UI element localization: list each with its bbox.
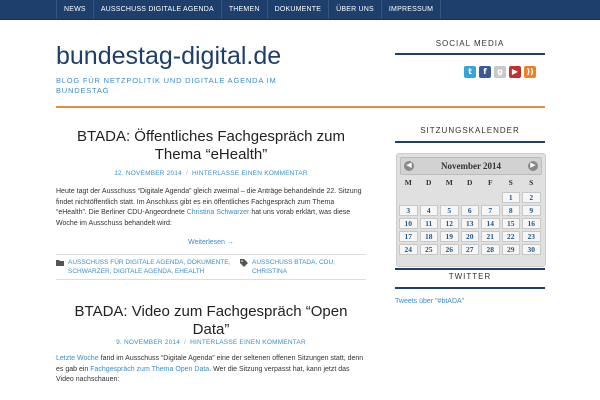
calendar-day[interactable]: 23 [522,231,541,242]
youtube-icon[interactable]: ▶ [509,66,521,78]
post-date[interactable]: 9. NOVEMBER 2014 [116,339,181,346]
letzte-woche-link[interactable]: Letzte Woche [56,355,99,362]
weekday-header [399,176,543,190]
post-title[interactable]: BTADA: Video zum Fachgespräch “Open Data” [74,303,348,338]
weekday-label: S [508,178,513,187]
calendar-empty-cell [420,192,439,203]
calendar-day[interactable]: 9 [522,205,541,216]
calendar-day[interactable]: 29 [502,244,521,255]
calendar-day[interactable]: 11 [420,218,439,229]
site-description: BLOG FÜR NETZPOLITIK UND DIGITALE AGENDA IM BUNDESTAG [56,76,277,95]
calendar-day[interactable]: 12 [440,218,459,229]
calendar-month: November 2014 [440,161,502,171]
calendar-day[interactable]: 18 [420,231,439,242]
tag-icon [240,259,248,267]
fachgespraech-link[interactable]: Fachgespräch zum Thema Open Data [90,365,210,373]
calendar-day[interactable]: 1 [502,192,521,203]
calendar-grid [399,176,543,257]
post-excerpt [56,354,366,386]
calendar-week [399,231,543,242]
calendar-day[interactable]: 8 [502,205,521,216]
twitter-feed-link[interactable]: Tweets über "#btADA" [395,298,465,305]
calendar-title: SITZUNGSKALENDER [420,126,520,135]
tag-links[interactable]: AUSSCHUSS BTADA, CDU, CHRISTINA [252,259,335,275]
post-meta [56,170,366,177]
post-footer [56,254,366,280]
nav-item-ueber-uns[interactable]: ÜBER UNS [328,0,381,19]
twitter-icon[interactable]: t [464,66,476,78]
calendar-day[interactable]: 22 [502,231,521,242]
post-excerpt [56,187,366,229]
weekday-label: D [467,178,473,187]
twitter-rule [395,287,545,289]
social-media-title: SOCIAL MEDIA [435,39,505,48]
weekday-label: M [404,178,412,187]
excerpt-text-end: . Wer die Sitzung verpasst hat, kann jetzt das Video nachschauen: [56,365,350,383]
comment-link[interactable]: HINTERLASSE EINEN KOMMENTAR [191,170,308,177]
post-categories [56,255,240,279]
calendar-day[interactable]: 30 [522,244,541,255]
social-media-rule [395,53,545,55]
session-calendar [396,153,546,267]
calendar-empty-cell [461,192,480,203]
post-date[interactable]: 12. NOVEMBER 2014 [114,170,182,177]
read-more-link[interactable]: Weiterlesen → [188,239,234,246]
calendar-day[interactable]: 24 [399,244,418,255]
calendar-day[interactable]: 25 [420,244,439,255]
excerpt-text: Heute tagt der Ausschuss “Digitale Agenda” gleich zweimal – die Anträge behandelnde 22. Sitzung findet nichtöffentlich statt. Im Anschluss gibt es ein öffentliches Fachgespräch zum Thema “eHealth”. Die Berliner CDU-Angeordnete [56,188,362,216]
top-navigation [0,0,600,20]
prev-month-button[interactable]: ◀ [404,161,414,171]
top-nav-menu [56,0,441,19]
calendar-day[interactable]: 27 [461,244,480,255]
post-meta [56,339,366,346]
christina-schwarzer-link[interactable]: Christina Schwarzer [186,209,250,216]
calendar-day[interactable]: 5 [440,205,459,216]
post-ehealth [56,128,366,246]
calendar-day[interactable]: 17 [399,231,418,242]
calendar-day[interactable]: 21 [481,231,500,242]
calendar-week [399,218,543,229]
calendar-empty-cell [399,192,418,203]
weekday-label: D [426,178,432,187]
calendar-day[interactable]: 4 [420,205,439,216]
calendar-day[interactable]: 28 [481,244,500,255]
facebook-icon[interactable]: f [479,66,491,78]
calendar-day[interactable]: 2 [522,192,541,203]
nav-item-themen[interactable]: THEMEN [221,0,267,19]
calendar-week [399,244,543,255]
calendar-day[interactable]: 13 [461,218,480,229]
social-icons [464,66,536,78]
calendar-day[interactable]: 20 [461,231,480,242]
nav-item-news[interactable]: NEWS [56,0,93,19]
calendar-week [399,205,543,216]
rss-icon[interactable]: )) [524,66,536,78]
comment-link[interactable]: HINTERLASSE EINEN KOMMENTAR [190,339,306,346]
nav-item-dokumente[interactable]: DOKUMENTE [267,0,329,19]
category-links[interactable]: AUSSCHUSS FÜR DIGITALE AGENDA, DOKUMENTE, SCHWARZER, DIGITALE AGENDA, EHEALTH [68,259,231,275]
folder-icon [56,259,64,267]
google-plus-icon[interactable]: g [494,66,506,78]
post-open-data [56,303,366,386]
meta-separator: / [185,170,188,177]
calendar-day[interactable]: 3 [399,205,418,216]
nav-item-impressum[interactable]: IMPRESSUM [381,0,441,19]
calendar-rule [395,141,545,143]
calendar-empty-cell [440,192,459,203]
calendar-header [400,157,542,175]
post-title[interactable]: BTADA: Öffentliches Fachgespräch zum Thema “eHealth” [77,128,345,163]
header-divider [56,106,545,108]
excerpt-text-end: hat uns vorab erklärt, was diese Woche im Ausschuss behandelt wird: [56,209,351,227]
calendar-day[interactable]: 19 [440,231,459,242]
calendar-day[interactable]: 14 [481,218,500,229]
weekday-label: S [529,178,534,187]
nav-item-ausschuss[interactable]: AUSSCHUSS DIGITALE AGENDA [93,0,221,19]
calendar-day[interactable]: 7 [481,205,500,216]
calendar-day[interactable]: 26 [440,244,459,255]
post-tags [240,255,366,279]
weekday-label: M [445,178,453,187]
next-month-button[interactable]: ▶ [528,161,538,171]
calendar-day[interactable]: 16 [522,218,541,229]
calendar-week [399,192,543,203]
twitter-title: TWITTER [448,272,492,281]
site-title[interactable]: bundestag-digital.de [56,42,282,70]
calendar-day[interactable]: 10 [399,218,418,229]
excerpt-text: fand im Ausschuss “Digitale Agenda” eine der seltenen offenen Sitzungen statt, denn es gab ein [56,355,364,373]
calendar-day[interactable]: 6 [461,205,480,216]
calendar-day[interactable]: 15 [502,218,521,229]
twitter-top-rule [395,268,545,270]
meta-separator: / [184,339,187,346]
calendar-empty-cell [481,192,500,203]
weekday-label: F [487,178,493,187]
